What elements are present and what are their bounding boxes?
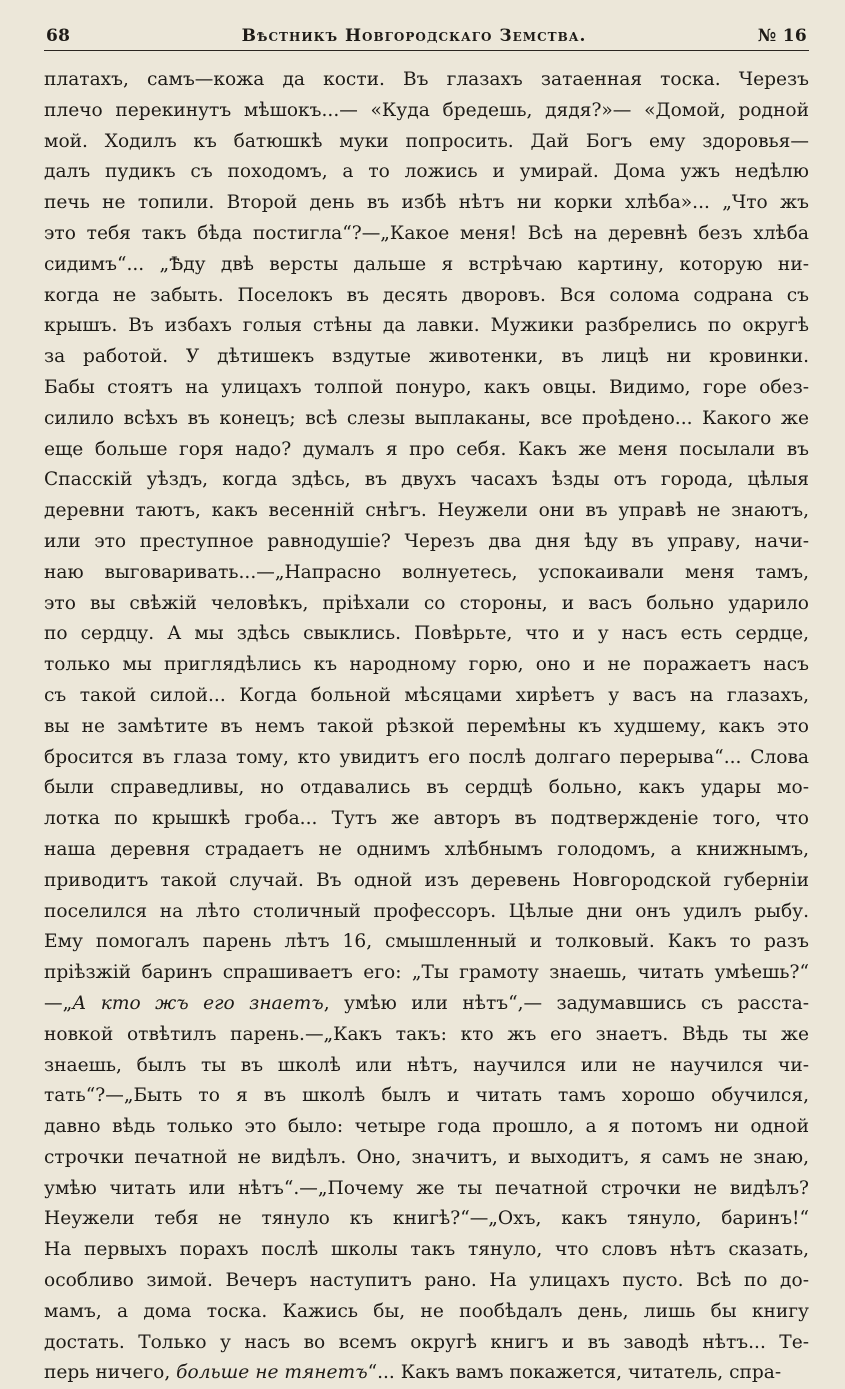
text-line xyxy=(44,435,809,466)
text-run: только мы приглядѣлись къ народному горю, оно и не поражаетъ насъ xyxy=(44,654,809,676)
text-line xyxy=(44,1235,809,1266)
text-line xyxy=(44,1358,809,1389)
text-run: наша деревня страдаетъ не однимъ хлѣбнымъ голодомъ, а книжнымъ, xyxy=(44,838,809,860)
text-line xyxy=(44,589,809,620)
text-run: или это преступное равнодушіе? Черезъ два дня ѣду въ управу, начи- xyxy=(44,530,809,552)
text-line xyxy=(44,773,809,804)
text-run: платахъ, самъ—кожа да кости. Въ глазахъ затаенная тоска. Черезъ xyxy=(44,69,809,90)
text-run: наю выговаривать...—„Напрасно волнуетесь, успокаивали меня тамъ, xyxy=(44,561,809,583)
text-run: за работой. У дѣтишекъ вздутые животенки, въ лицѣ ни кровинки. xyxy=(44,346,809,368)
text-run: перь ничего, xyxy=(44,1362,177,1384)
text-line xyxy=(44,1020,809,1051)
text-run: печь не топили. Второй день въ избѣ нѣтъ ни корки хлѣба»... „Что жъ xyxy=(44,192,809,214)
text-line xyxy=(44,804,809,835)
text-line xyxy=(44,558,809,589)
text-run: поселился на лѣто столичный профессоръ. Цѣлые дни онъ удилъ рыбу. xyxy=(44,900,809,922)
text-line xyxy=(44,127,809,158)
text-run: Неужели тебя не тянуло къ книгѣ?“—„Охъ, какъ тянуло, баринъ!“ xyxy=(44,1208,809,1230)
text-run: Бабы стоятъ на улицахъ толпой понуро, какъ овцы. Видимо, горе обез- xyxy=(44,376,809,398)
text-line xyxy=(44,188,809,219)
text-run: пріѣзжій баринъ спрашиваетъ его: „Ты грамоту знаешь, читать умѣешь?“ xyxy=(44,962,809,984)
text-line xyxy=(44,1328,809,1359)
text-run: На первыхъ порахъ послѣ школы такъ тянуло, что словъ нѣтъ сказать, xyxy=(44,1239,809,1261)
text-line xyxy=(44,96,809,127)
text-line xyxy=(44,219,809,250)
text-run: мамъ, а дома тоска. Кажись бы, не пообѣдалъ день, лишь бы книгу xyxy=(44,1300,809,1322)
text-line xyxy=(44,157,809,188)
text-run: новкой отвѣтилъ парень.—„Какъ такъ: кто жъ его знаетъ. Вѣдь ты же xyxy=(44,1023,809,1045)
text-run: Спасскій уѣздъ, когда здѣсь, въ двухъ часахъ ѣзды отъ города, цѣлыя xyxy=(44,469,809,491)
text-run: силило всѣхъ въ конецъ; всѣ слезы выплаканы, все проѣдено... Какого же xyxy=(44,407,809,429)
italic-text: А кто жъ его знаетъ xyxy=(72,992,324,1014)
text-line xyxy=(44,1051,809,1082)
running-header xyxy=(44,26,809,50)
text-run: достать. Только у насъ во всемъ округѣ книгъ и въ заводѣ нѣтъ... Те- xyxy=(44,1331,809,1353)
header-rule xyxy=(44,50,809,51)
text-run: плечо перекинутъ мѣшокъ...— «Куда бредешь, дядя?»— «Домой, родной xyxy=(44,99,809,121)
text-run: мой. Ходилъ къ батюшкѣ муки попросить. Дай Богъ ему здоровья— xyxy=(44,130,809,152)
text-run: это вы свѣжій человѣкъ, пріѣхали со стороны, и васъ больно ударило xyxy=(44,592,809,614)
text-run: далъ пудикъ съ походомъ, а то ложись и умирай. Дома ужъ недѣлю xyxy=(44,161,809,183)
text-line xyxy=(44,1081,809,1112)
text-line xyxy=(44,1266,809,1297)
text-run: —„ xyxy=(44,992,73,1014)
text-line xyxy=(44,927,809,958)
text-line xyxy=(44,1174,809,1205)
text-line xyxy=(44,989,809,1020)
text-run: это тебя такъ бѣда постигла“?—„Какое меня! Всѣ на деревнѣ безъ хлѣба xyxy=(44,222,809,244)
text-run: приводитъ такой случай. Въ одной изъ деревень Новгородской губерніи xyxy=(44,869,809,891)
text-line xyxy=(44,404,809,435)
text-run: знаешь, былъ ты въ школѣ или нѣтъ, научился или не научился чи- xyxy=(44,1054,809,1076)
text-run: были справедливы, но отдавались въ сердцѣ больно, какъ удары мо- xyxy=(44,777,809,799)
text-run: умѣю читать или нѣтъ“.—„Почему же ты печатной строчки не видѣлъ? xyxy=(44,1177,809,1199)
text-line xyxy=(44,65,809,96)
text-run: бросится въ глаза тому, кто увидитъ его послѣ долгаго перерыва“... Слова xyxy=(44,746,809,768)
text-run: давно вѣдь только это было: четыре года прошло, а я потомъ ни одной xyxy=(44,1116,809,1138)
text-line xyxy=(44,250,809,281)
text-line xyxy=(44,342,809,373)
text-run: , умѣю или нѣтъ“,— задумавшись съ расста- xyxy=(323,992,809,1014)
text-line xyxy=(44,681,809,712)
text-line xyxy=(44,281,809,312)
text-run: строчки печатной не видѣлъ. Оно, значитъ, и выходитъ, я самъ не знаю, xyxy=(44,1146,809,1168)
text-line xyxy=(44,712,809,743)
text-line xyxy=(44,866,809,897)
text-run: тать“?—„Быть то я въ школѣ былъ и читать тамъ хорошо обучился, xyxy=(44,1085,809,1107)
text-run: “... Какъ вамъ покажется, читатель, спра- xyxy=(367,1362,782,1384)
text-line xyxy=(44,496,809,527)
journal-title: Вѣстникъ Новгородскаго Земства. xyxy=(241,26,587,46)
text-line xyxy=(44,835,809,866)
issue-number: № 16 xyxy=(757,26,807,46)
text-run: еще больше горя надо? думалъ я про себя. Какъ же меня посылали въ xyxy=(44,438,809,460)
text-run: Ему помогалъ парень лѣтъ 16, смышленный и толковый. Какъ то разъ xyxy=(44,931,809,953)
text-line xyxy=(44,373,809,404)
text-run: лотка по крышкѣ гроба... Тутъ же авторъ въ подтвержденіе того, что xyxy=(44,808,809,830)
text-run: сидимъ“... „Ѣду двѣ версты дальше я встрѣчаю картину, которую ни- xyxy=(44,253,809,275)
text-line xyxy=(44,619,809,650)
text-run: когда не забыть. Поселокъ въ десять дворовъ. Вся солома содрана съ xyxy=(44,284,809,306)
text-run: крышъ. Въ избахъ голыя стѣны да лавки. Мужики разбрелись по округѣ xyxy=(44,315,809,337)
body-text xyxy=(44,65,809,1389)
text-run: по сердцу. А мы здѣсь свыклись. Повѣрьте, что и у насъ есть сердце, xyxy=(44,623,809,645)
text-run: деревни таютъ, какъ весенній снѣгъ. Неужели они въ управѣ не знаютъ, xyxy=(44,500,809,522)
text-line xyxy=(44,527,809,558)
text-line xyxy=(44,465,809,496)
text-run: особливо зимой. Вечеръ наступитъ рано. На улицахъ пусто. Всѣ по до- xyxy=(44,1270,809,1292)
text-line xyxy=(44,743,809,774)
text-line xyxy=(44,1143,809,1174)
text-line xyxy=(44,1297,809,1328)
text-run: вы не замѣтите въ немъ такой рѣзкой перемѣны къ худшему, какъ это xyxy=(44,715,809,737)
text-line xyxy=(44,311,809,342)
text-line xyxy=(44,958,809,989)
text-run: съ такой силой... Когда больной мѣсяцами хирѣетъ у васъ на глазахъ, xyxy=(44,684,809,706)
text-line xyxy=(44,650,809,681)
text-line xyxy=(44,897,809,928)
page-number: 68 xyxy=(46,26,71,46)
italic-text: больше не тянетъ xyxy=(176,1362,368,1384)
text-line xyxy=(44,1112,809,1143)
